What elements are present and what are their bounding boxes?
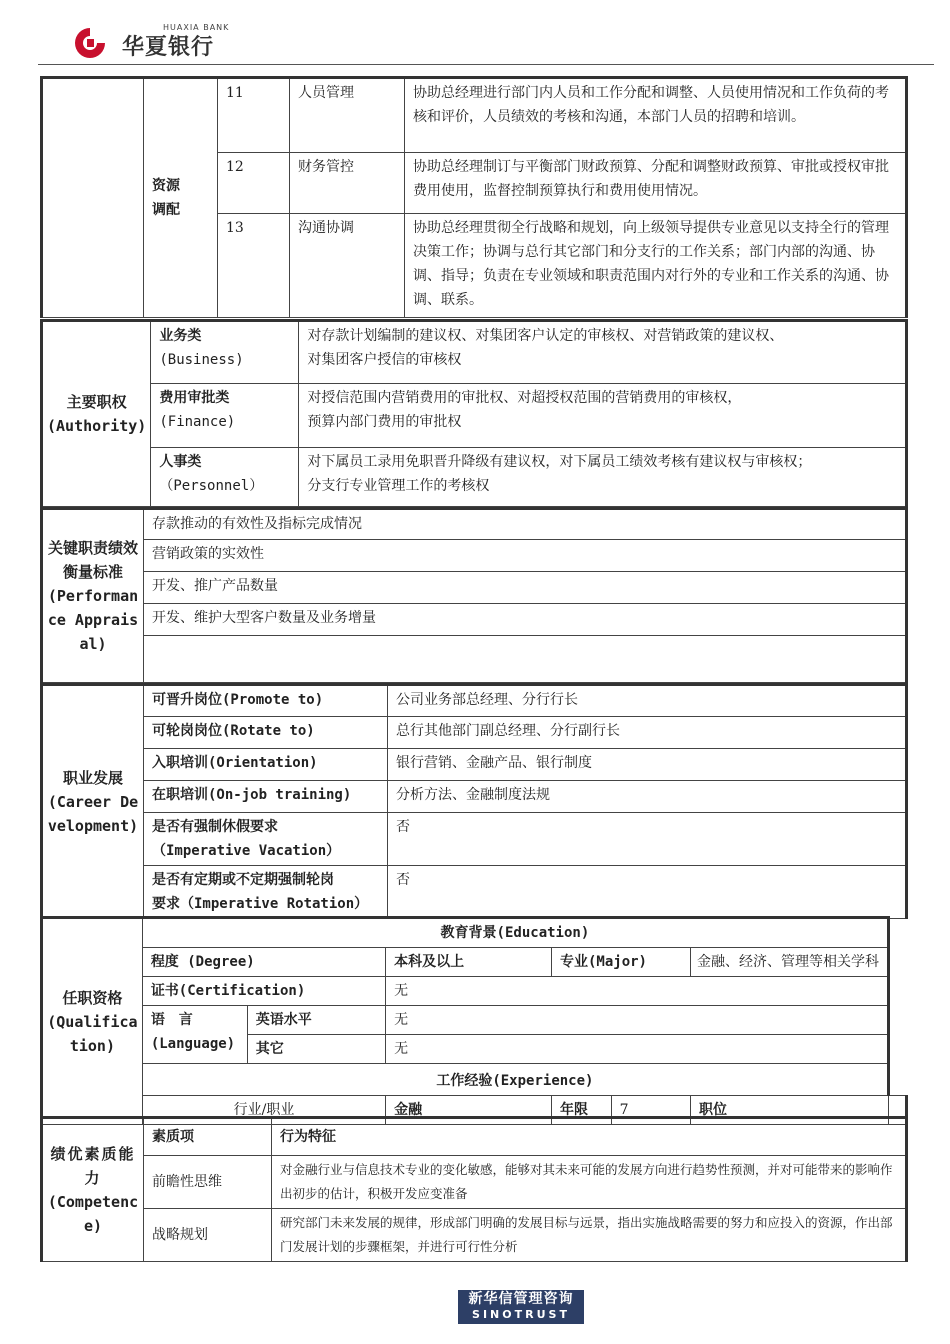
- career-value: 公司业务部总经理、分行行长: [388, 685, 907, 717]
- cert-value: 无: [386, 977, 889, 1006]
- career-table: [40, 683, 908, 919]
- resource-desc: 协助总经理贯彻全行战略和规划，向上级领导提供专业意见以支持全行的管理决策工作；协调与总行其它部门和分支行的工作关系；部门内部的沟通、协调、指导；负责在专业领域和职责范围内对行外的专业和工作关系的沟通、协调、联系。: [405, 214, 907, 318]
- resource-no: 12: [218, 153, 290, 214]
- competence-col-name: 素质项: [144, 1118, 272, 1156]
- education-header: 教育背景(Education): [142, 918, 888, 948]
- kpi-section-title: 关键职责绩效衡量标准 (Performance Appraisal): [42, 509, 144, 683]
- resource-desc: 协助总经理进行部门内人员和工作分配和调整、人员使用情况和工作负荷的考核和评价，人员绩效的考核和沟通，本部门人员的招聘和培训。: [405, 78, 907, 153]
- resource-table: [40, 76, 908, 318]
- kpi-table: [40, 507, 908, 683]
- career-label: 可晋升岗位(Promote to): [144, 685, 388, 717]
- resource-category: 资源调配: [144, 78, 218, 318]
- career-label: 可轮岗岗位(Rotate to): [144, 717, 388, 749]
- footer-logo-en: SINOTRUST: [472, 1308, 570, 1321]
- competence-table: [40, 1116, 908, 1262]
- career-value: 否: [388, 813, 907, 866]
- english-value: 无: [386, 1006, 889, 1035]
- bank-logo-icon: [70, 26, 110, 60]
- degree-value: 本科及以上: [386, 948, 552, 977]
- authority-desc: 对下属员工录用免职晋升降级有建议权，对下属员工绩效考核有建议权与审核权； 分支行专业管理工作的考核权: [299, 448, 907, 507]
- career-label: 入职培训(Orientation): [144, 749, 388, 781]
- authority-table: [40, 319, 908, 507]
- kpi-item: 营销政策的实效性: [144, 540, 907, 572]
- kpi-item: [144, 636, 907, 683]
- resource-no: 13: [218, 214, 290, 318]
- position-label: 职位: [691, 1096, 889, 1125]
- authority-label: 费用审批类 (Finance): [151, 384, 299, 448]
- major-value: 金融、经济、管理等相关学科: [691, 948, 889, 977]
- career-value: 分析方法、金融制度法规: [388, 781, 907, 813]
- english-label: 英语水平: [247, 1006, 385, 1035]
- header-rule: [38, 64, 934, 65]
- authority-desc: 对授信范围内营销费用的审批权、对超授权范围的营销费用的审核权， 预算内部门费用的审批权: [299, 384, 907, 448]
- bank-name-en: HUAXIA BANK: [163, 23, 230, 32]
- competence-col-behavior: 行为特征: [272, 1118, 907, 1156]
- competence-name: 战略规划: [144, 1209, 272, 1262]
- career-value: 否: [388, 866, 907, 919]
- years-label: 年限: [551, 1096, 611, 1125]
- industry-value: 金融: [386, 1096, 552, 1125]
- career-label: 是否有定期或不定期强制轮岗 要求（Imperative Rotation）: [144, 866, 388, 919]
- qualification-table: [40, 916, 908, 1125]
- resource-name: 人员管理: [290, 78, 405, 153]
- competence-desc: 对金融行业与信息技术专业的变化敏感，能够对其未来可能的发展方向进行趋势性预测，并对可能带来的影响作出初步的估计，积极开发应变准备: [272, 1156, 907, 1209]
- qualification-section-title: 任职资格 (Qualification): [42, 918, 143, 1125]
- kpi-item: 开发、维护大型客户数量及业务增量: [144, 604, 907, 636]
- career-label: 是否有强制休假要求 （Imperative Vacation）: [144, 813, 388, 866]
- competence-name: 前瞻性思维: [144, 1156, 272, 1209]
- cert-label: 证书(Certification): [142, 977, 385, 1006]
- authority-section-title: 主要职权 (Authority): [42, 321, 151, 507]
- resource-desc: 协助总经理制订与平衡部门财政预算、分配和调整财政预算、审批或授权审批费用使用，监督控制预算执行和费用使用情况。: [405, 153, 907, 214]
- major-label: 专业(Major): [551, 948, 690, 977]
- language-label: 语 言 (Language): [142, 1006, 247, 1064]
- industry-label: 行业/职业: [142, 1096, 385, 1125]
- resource-name: 沟通协调: [290, 214, 405, 318]
- career-section-title: 职业发展 (Career Development): [42, 685, 144, 919]
- authority-label: 业务类 (Business): [151, 321, 299, 384]
- career-label: 在职培训(On-job training): [144, 781, 388, 813]
- sinotrust-logo: [458, 1290, 584, 1324]
- resource-blank-cell: [42, 78, 144, 318]
- authority-label: 人事类 （Personnel）: [151, 448, 299, 507]
- career-value: 银行营销、金融产品、银行制度: [388, 749, 907, 781]
- degree-label: 程度 (Degree): [142, 948, 385, 977]
- other-value: 无: [386, 1035, 889, 1064]
- career-value: 总行其他部门副总经理、分行副行长: [388, 717, 907, 749]
- resource-name: 财务管控: [290, 153, 405, 214]
- other-label: 其它: [247, 1035, 385, 1064]
- bank-name-cn: 华夏银行: [122, 35, 215, 60]
- competence-desc: 研究部门未来发展的规律，形成部门明确的发展目标与远景，指出实施战略需要的努力和应投入的资源，作出部门发展计划的步骤框架，并进行可行性分析: [272, 1209, 907, 1262]
- experience-header: 工作经验(Experience): [142, 1064, 888, 1096]
- years-value: 7: [611, 1096, 690, 1125]
- kpi-item: 存款推动的有效性及指标完成情况: [144, 509, 907, 540]
- kpi-item: 开发、推广产品数量: [144, 572, 907, 604]
- footer-logo-cn: 新华信管理咨询: [468, 1291, 574, 1307]
- resource-no: 11: [218, 78, 290, 153]
- competence-section-title: 绩优素质能 力 (Competence): [42, 1118, 144, 1262]
- authority-desc: 对存款计划编制的建议权、对集团客户认定的审核权、对营销政策的建议权、 对集团客户授信的审核权: [299, 321, 907, 384]
